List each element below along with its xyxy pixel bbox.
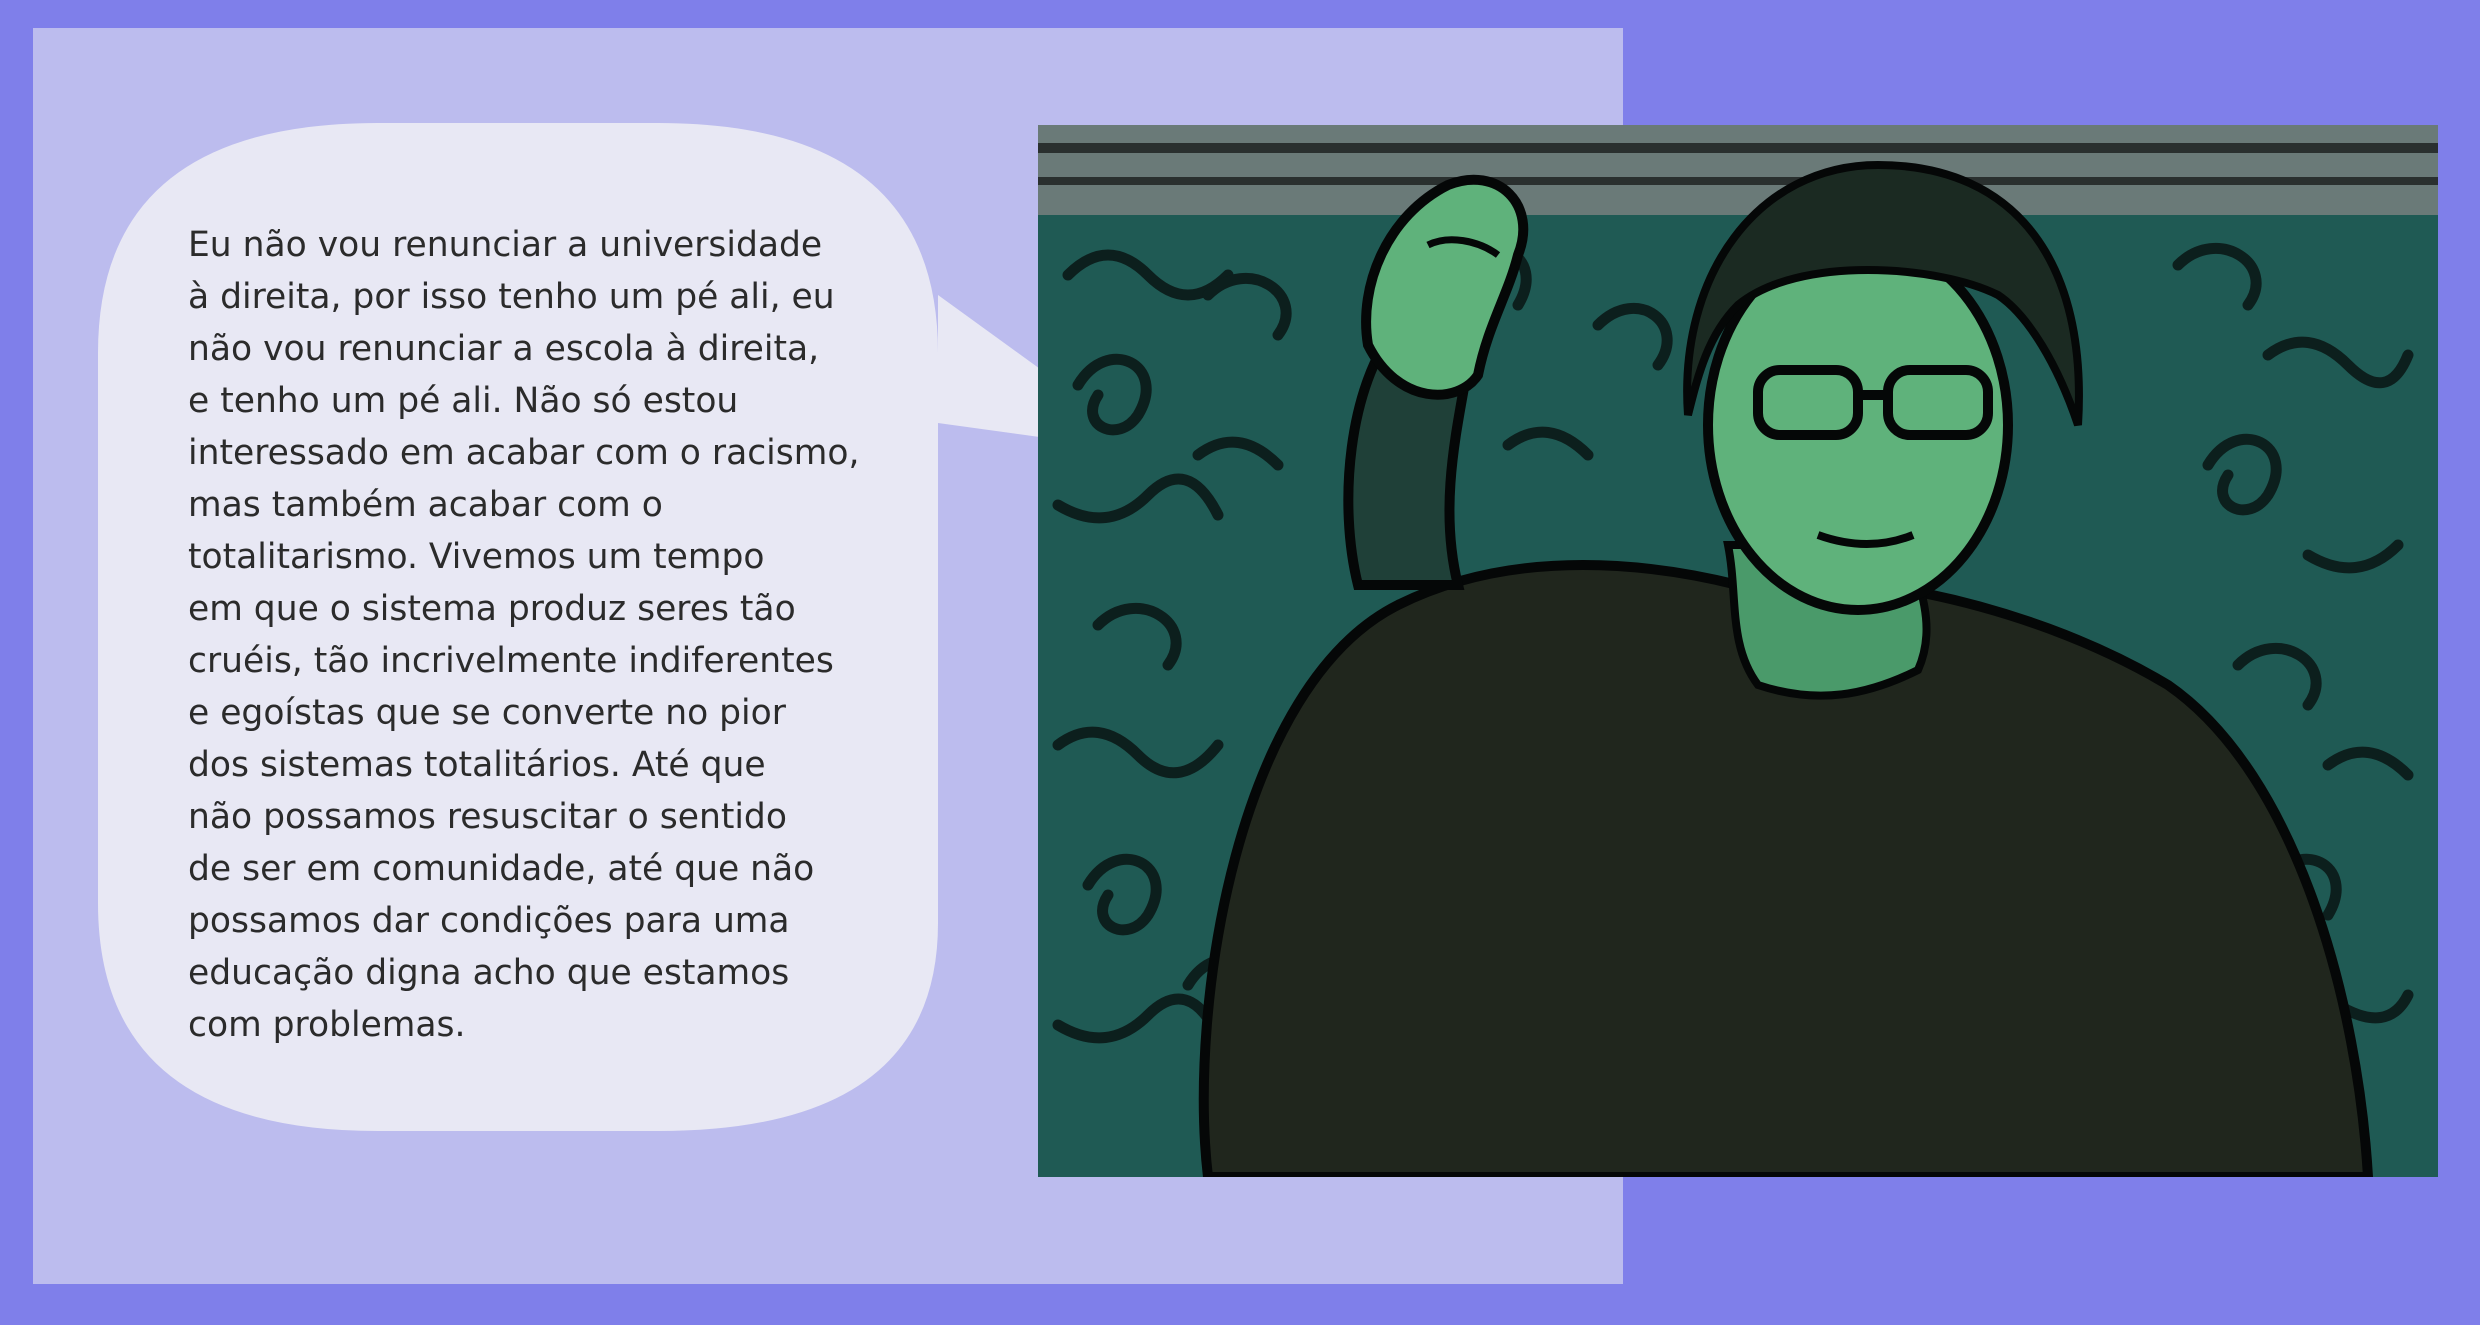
quote-line: Eu não vou renunciar a universidade bbox=[188, 225, 823, 265]
quote-line: não vou renunciar a escola à direita, bbox=[188, 329, 820, 369]
quote-line: não possamos resuscitar o sentido bbox=[188, 797, 787, 837]
quote-line: possamos dar condições para uma bbox=[188, 901, 790, 941]
quote-line: de ser em comunidade, até que não bbox=[188, 849, 815, 889]
quote-line: educação digna acho que estamos bbox=[188, 953, 790, 993]
quote-line: mas também acabar com o bbox=[188, 485, 663, 525]
quote-line: dos sistemas totalitários. Até que bbox=[188, 745, 766, 785]
quote-line: totalitarismo. Vivemos um tempo bbox=[188, 537, 765, 577]
quote-line: e egoístas que se converte no pior bbox=[188, 693, 786, 733]
quote-line: em que o sistema produz seres tão bbox=[188, 589, 796, 629]
quote-text bbox=[188, 219, 908, 1051]
speaker-portrait bbox=[1038, 125, 2438, 1177]
quote-line: cruéis, tão incrivelmente indiferentes bbox=[188, 641, 834, 681]
speaker-portrait-icon bbox=[1038, 125, 2438, 1177]
quote-line: interessado em acabar com o racismo, bbox=[188, 433, 860, 473]
quote-line: e tenho um pé ali. Não só estou bbox=[188, 381, 739, 421]
quote-line: à direita, por isso tenho um pé ali, eu bbox=[188, 277, 835, 317]
quote-line: com problemas. bbox=[188, 1005, 466, 1045]
speech-bubble bbox=[98, 123, 1158, 1131]
